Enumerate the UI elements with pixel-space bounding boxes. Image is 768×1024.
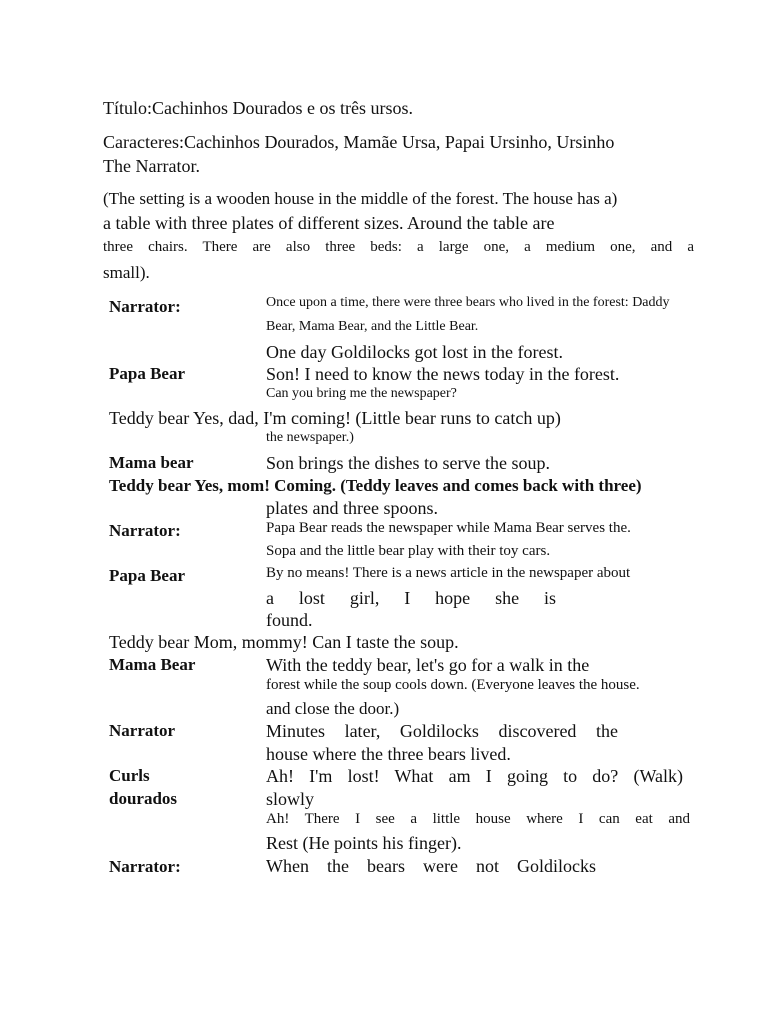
speaker-goldilocks: dourados (109, 789, 178, 808)
speaker-narrator: Narrator: (109, 521, 181, 540)
dialogue-line: slowly (266, 789, 315, 809)
setting-line-2: a table with three plates of different sizes. Around the table are (103, 213, 555, 233)
dialogue-line: Sopa and the little bear play with their toy cars. (266, 543, 551, 559)
speaker-mama-bear: Mama Bear (109, 655, 196, 674)
dialogue-line: the newspaper.) (266, 430, 354, 445)
dialogue-line: forest while the soup cools down. (Everyone leaves the house. (266, 677, 640, 693)
speaker-mama-bear: Mama bear (109, 453, 194, 472)
dialogue-line: Son brings the dishes to serve the soup. (266, 453, 550, 473)
dialogue-line: With the teddy bear, let's go for a walk in the (266, 655, 590, 675)
dialogue-line: a lost girl, I hope she is (266, 588, 556, 608)
setting-line-3: three chairs. There are also three beds: a large one, a medium one, and a (103, 239, 694, 255)
dialogue-line: found. (266, 610, 313, 630)
dialogue-line: Son! I need to know the news today in the forest. (266, 364, 620, 384)
dialogue-line: Ah! There I see a little house where I can eat and (266, 811, 690, 827)
speaker-papa-bear: Papa Bear (109, 364, 186, 383)
characters-line-1: Caracteres:Cachinhos Dourados, Mamãe Ursa, Papai Ursinho, Ursinho (103, 132, 615, 152)
dialogue-line: and close the door.) (266, 699, 400, 718)
dialogue-line: Ah! I'm lost! What am I going to do? (Walk) (266, 766, 683, 786)
dialogue-line: By no means! There is a news article in the newspaper about (266, 565, 631, 581)
dialogue-line-teddy-bear: Teddy bear Mom, mommy! Can I taste the soup. (109, 632, 459, 652)
dialogue-line: Bear, Mama Bear, and the Little Bear. (266, 319, 479, 334)
speaker-narrator: Narrator: (109, 297, 181, 316)
characters-line-2: The Narrator. (103, 156, 200, 176)
setting-line-4: small). (103, 263, 150, 282)
dialogue-line: One day Goldilocks got lost in the forest. (266, 342, 563, 362)
dialogue-line: Once upon a time, there were three bears who lived in the forest: Daddy (266, 295, 670, 310)
dialogue-line-teddy-bear: Teddy bear Yes, mom! Coming. (Teddy leaves and comes back with three) (109, 476, 642, 495)
dialogue-line: Minutes later, Goldilocks discovered the (266, 721, 618, 741)
dialogue-line: Rest (He points his finger). (266, 833, 462, 853)
dialogue-line: plates and three spoons. (266, 498, 438, 518)
dialogue-line: When the bears were not Goldilocks (266, 856, 596, 876)
speaker-narrator: Narrator: (109, 857, 181, 876)
dialogue-line: Papa Bear reads the newspaper while Mama Bear serves the. (266, 520, 631, 536)
dialogue-line-teddy-bear: Teddy bear Yes, dad, I'm coming! (Little bear runs to catch up) (109, 408, 561, 428)
setting-line-1: (The setting is a wooden house in the middle of the forest. The house has a) (103, 189, 618, 208)
document-title: Título:Cachinhos Dourados e os três ursos. (103, 98, 413, 118)
dialogue-line: house where the three bears lived. (266, 744, 511, 764)
speaker-papa-bear: Papa Bear (109, 566, 186, 585)
speaker-goldilocks: Curls (109, 766, 150, 785)
speaker-narrator: Narrator (109, 721, 176, 740)
dialogue-line: Can you bring me the newspaper? (266, 386, 457, 401)
